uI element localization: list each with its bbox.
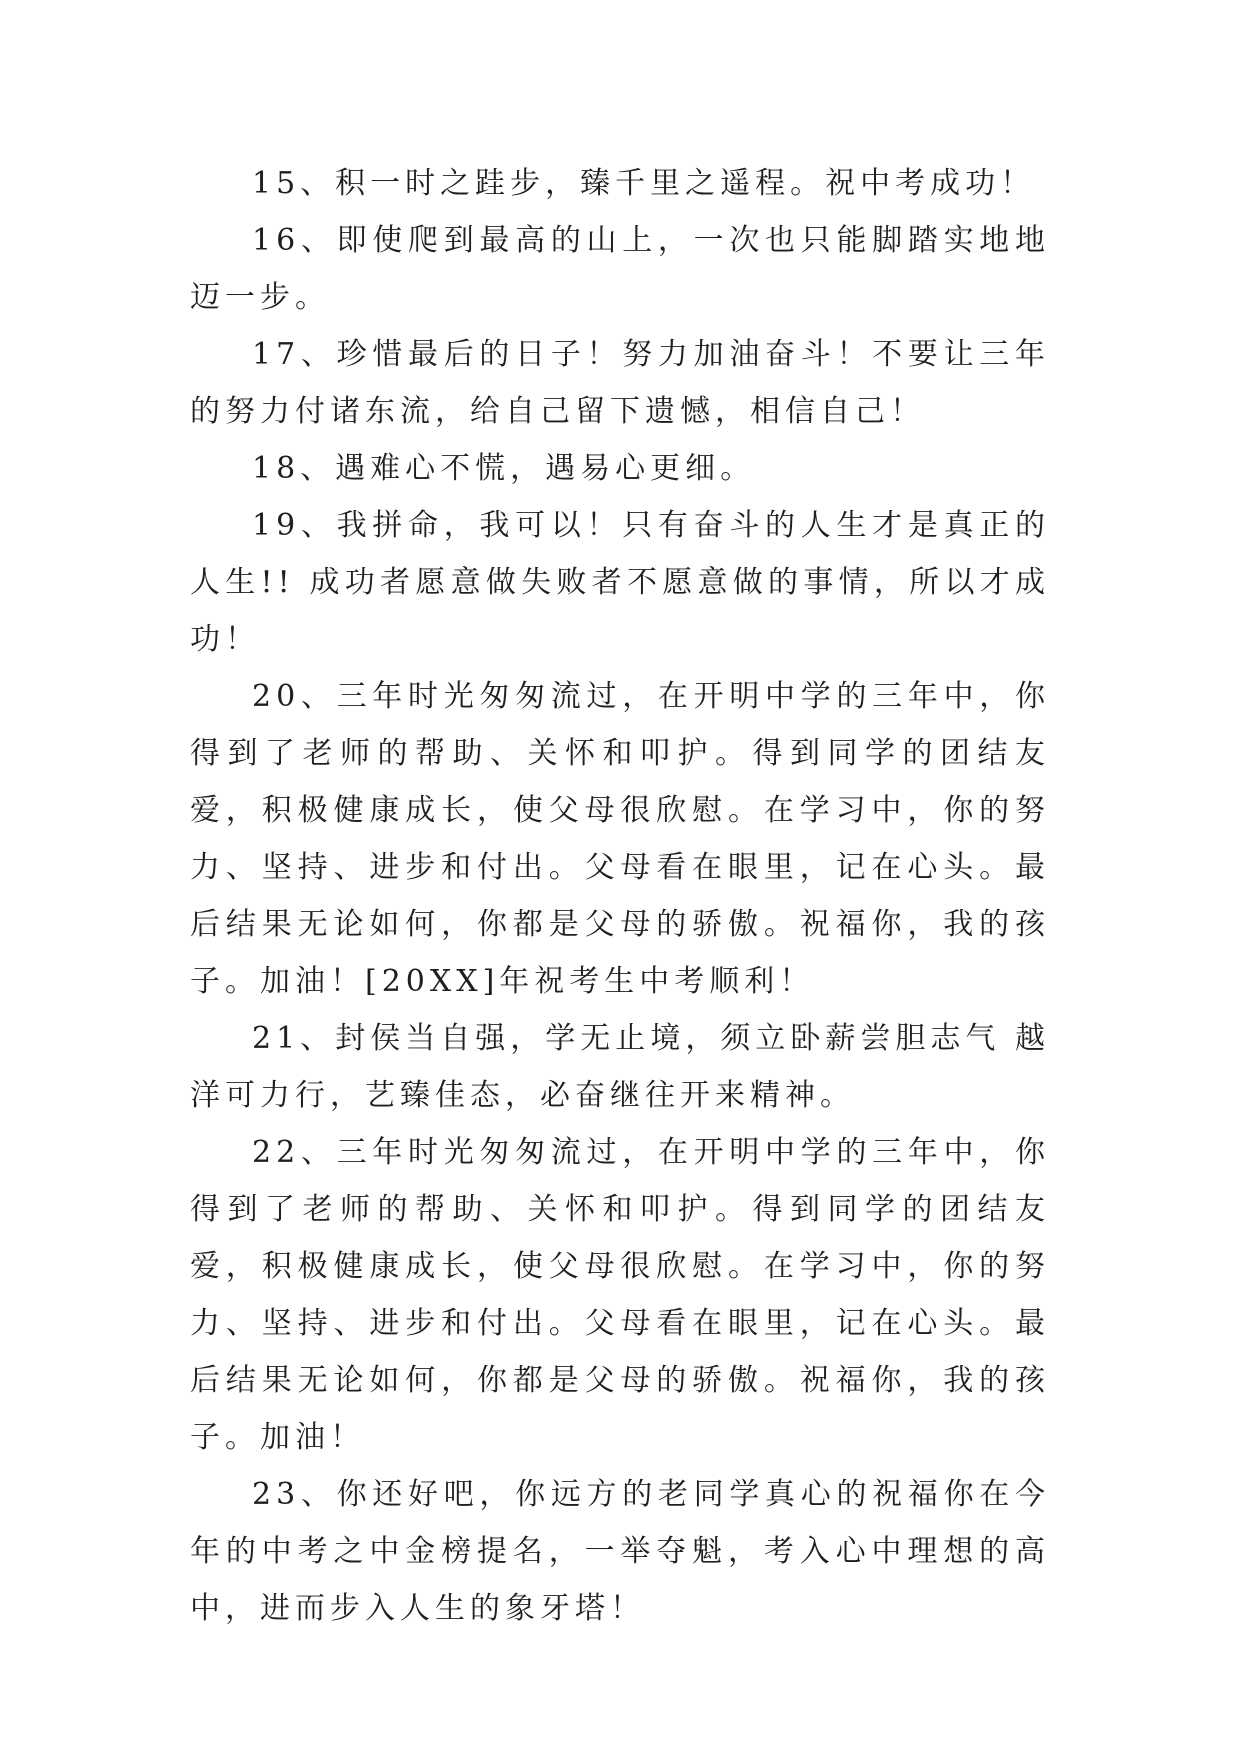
paragraph-23: 23、你还好吧，你远方的老同学真心的祝福你在今年的中考之中金榜提名，一举夺魁，考入心中理想的高中，进而步入人生的象牙塔！	[190, 1477, 1050, 1626]
paragraph-21: 21、封侯当自强，学无止境，须立卧薪尝胆志气 越洋可力行，艺臻佳态，必奋继往开来精神。	[190, 1021, 1050, 1113]
paragraph-20: 20、三年时光匆匆流过，在开明中学的三年中，你得到了老师的帮助、关怀和叩护。得到同学的团结友爱，积极健康成长，使父母很欣慰。在学习中，你的努力、坚持、进步和付出。父母看在眼里，记在心头。最后结果无论如何，你都是父母的骄傲。祝福你，我的孩子。加油！[20XX]年祝考生中考顺利！	[190, 679, 1050, 999]
paragraph-15: 15、积一时之跬步，臻千里之遥程。祝中考成功！	[252, 166, 1036, 201]
paragraph-17: 17、珍惜最后的日子！努力加油奋斗！不要让三年的努力付诸东流，给自己留下遗憾，相信自己！	[190, 337, 1050, 429]
paragraph-18: 18、遇难心不慌，遇易心更细。	[252, 451, 756, 486]
paragraph-22: 22、三年时光匆匆流过，在开明中学的三年中，你得到了老师的帮助、关怀和叩护。得到同学的团结友爱，积极健康成长，使父母很欣慰。在学习中，你的努力、坚持、进步和付出。父母看在眼里，记在心头。最后结果无论如何，你都是父母的骄傲。祝福你，我的孩子。加油！	[190, 1135, 1050, 1455]
document-body	[190, 155, 1050, 1637]
paragraph-19: 19、我拼命，我可以！只有奋斗的人生才是真正的人生!! 成功者愿意做失败者不愿意做的事情，所以才成功！	[190, 508, 1050, 657]
paragraph-16: 16、即使爬到最高的山上，一次也只能脚踏实地地迈一步。	[190, 223, 1050, 315]
